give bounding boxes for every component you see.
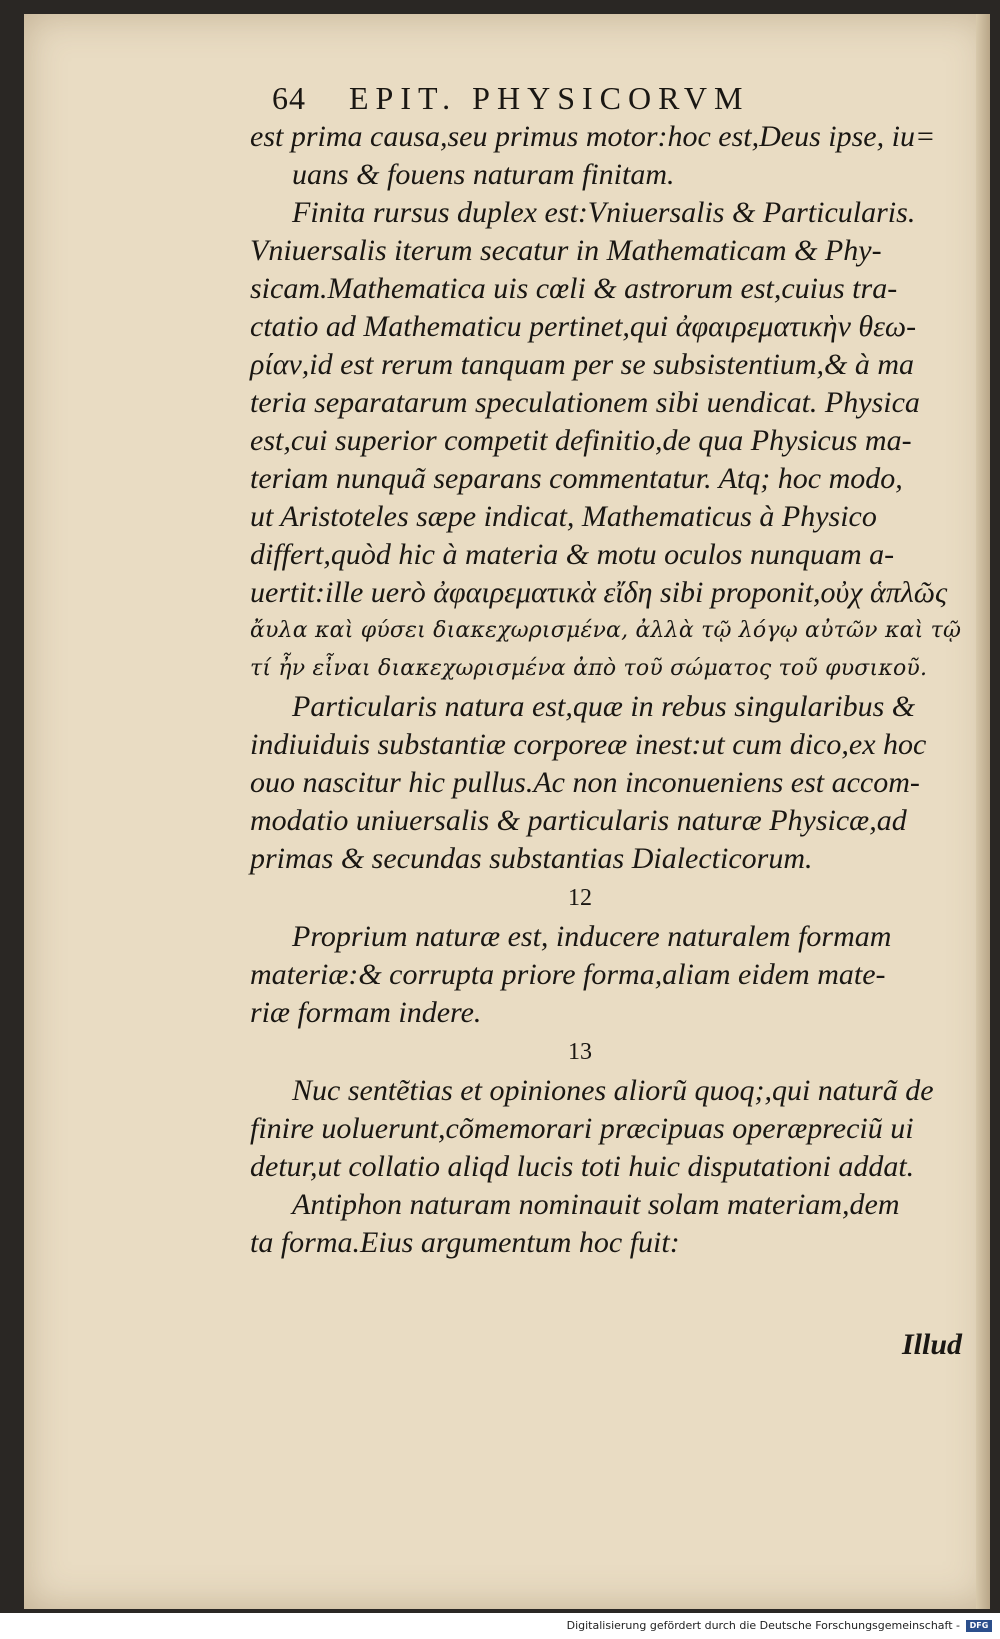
text-line: riæ formam indere. <box>250 996 482 1029</box>
text-line: ta forma.Eius argumentum hoc fuit: <box>250 1226 680 1259</box>
text-block <box>250 70 962 1262</box>
catchword: Illud <box>902 1328 963 1361</box>
paragraph-4 <box>250 918 930 1032</box>
text-line: Vniuersalis iterum secatur in Mathematicam & Phy- <box>250 234 882 267</box>
paragraph-1 <box>250 118 936 194</box>
text-line: Nuc sentẽtias et opiniones aliorũ quoq;,qui naturã de <box>292 1074 934 1107</box>
page-number: 64 <box>272 80 306 116</box>
text-line: sicam.Mathematica uis cœli & astrorum est,cuius tra- <box>250 272 898 305</box>
paragraph-6 <box>250 1186 930 1262</box>
text-line: differt,quòd hic à materia & motu oculos nunquam a- <box>250 538 895 571</box>
section-number: 12 <box>568 885 592 911</box>
text-line: Antiphon naturam nominauit solam materiam,dem <box>292 1188 900 1221</box>
greek-line: ἄυλα καὶ φύσει διακεχωρισμένα, ἀλλὰ τῷ λόγῳ αὐτῶν καὶ τῷ <box>250 618 962 643</box>
text-line: ctatio ad Mathematicu pertinet,qui ἀφαιρεματικὴν θεω- <box>250 310 917 343</box>
text-line: Finita rursus duplex est:Vniuersalis & Particularis. <box>292 196 916 229</box>
text-line: Proprium naturæ est, inducere naturalem formam <box>292 920 892 953</box>
paragraph-2 <box>250 194 962 688</box>
dfg-logo-icon: DFG <box>966 1620 992 1632</box>
text-line: materiæ:& corrupta priore forma,aliam eidem mate- <box>250 958 886 991</box>
text-line: finire uoluerunt,cõmemorari præcipuas operæpreciũ ui <box>250 1112 914 1145</box>
paragraph-5 <box>250 1072 934 1186</box>
footer-credit: Digitalisierung gefördert durch die Deutsche Forschungsgemeinschaft - <box>566 1619 960 1632</box>
section-number: 13 <box>568 1039 592 1065</box>
text-line: indiuiduis substantiæ corporeæ inest:ut cum dico,ex hoc <box>250 728 927 761</box>
text-line: teria separatarum speculationem sibi uendicat. Physica <box>250 386 920 419</box>
text-line: est prima causa,seu primus motor:hoc est,Deus ipse, iu= <box>250 120 936 153</box>
text-line: Particularis natura est,quæ in rebus singularibus & <box>292 690 916 723</box>
text-line: detur,ut collatio aliqd lucis toti huic disputationi addat. <box>250 1150 915 1183</box>
greek-line: τί ἦν εἶναι διακεχωρισμένα ἀπὸ τοῦ σώματος τοῦ φυσικοῦ. <box>250 656 928 681</box>
paragraph-3 <box>250 688 930 878</box>
running-title: EPIT. PHYSICORVM <box>349 80 750 116</box>
page-edge <box>976 14 990 1609</box>
text-line: ouo nascitur hic pullus.Ac non inconueniens est accom- <box>250 766 920 799</box>
text-line: est,cui superior competit definitio,de qua Physicus ma- <box>250 424 912 457</box>
text-line: uans & fouens naturam finitam. <box>292 158 675 191</box>
text-line: modatio uniuersalis & particularis naturæ Physicæ,ad <box>250 804 907 837</box>
text-line: ρίαν,id est rerum tanquam per se subsistentium,& à ma <box>250 348 914 381</box>
text-line: uertit:ille uerò ἀφαιρεματικὰ εἴδη sibi proponit,οὐχ ἁπλῶς <box>250 576 948 609</box>
digitization-footer <box>0 1613 1000 1639</box>
text-line: ut Aristoteles sæpe indicat, Mathematicus à Physico <box>250 500 877 533</box>
text-line: primas & secundas substantias Dialecticorum. <box>250 842 813 875</box>
text-line: teriam nunquã separans commentatur. Atq; hoc modo, <box>250 462 903 495</box>
